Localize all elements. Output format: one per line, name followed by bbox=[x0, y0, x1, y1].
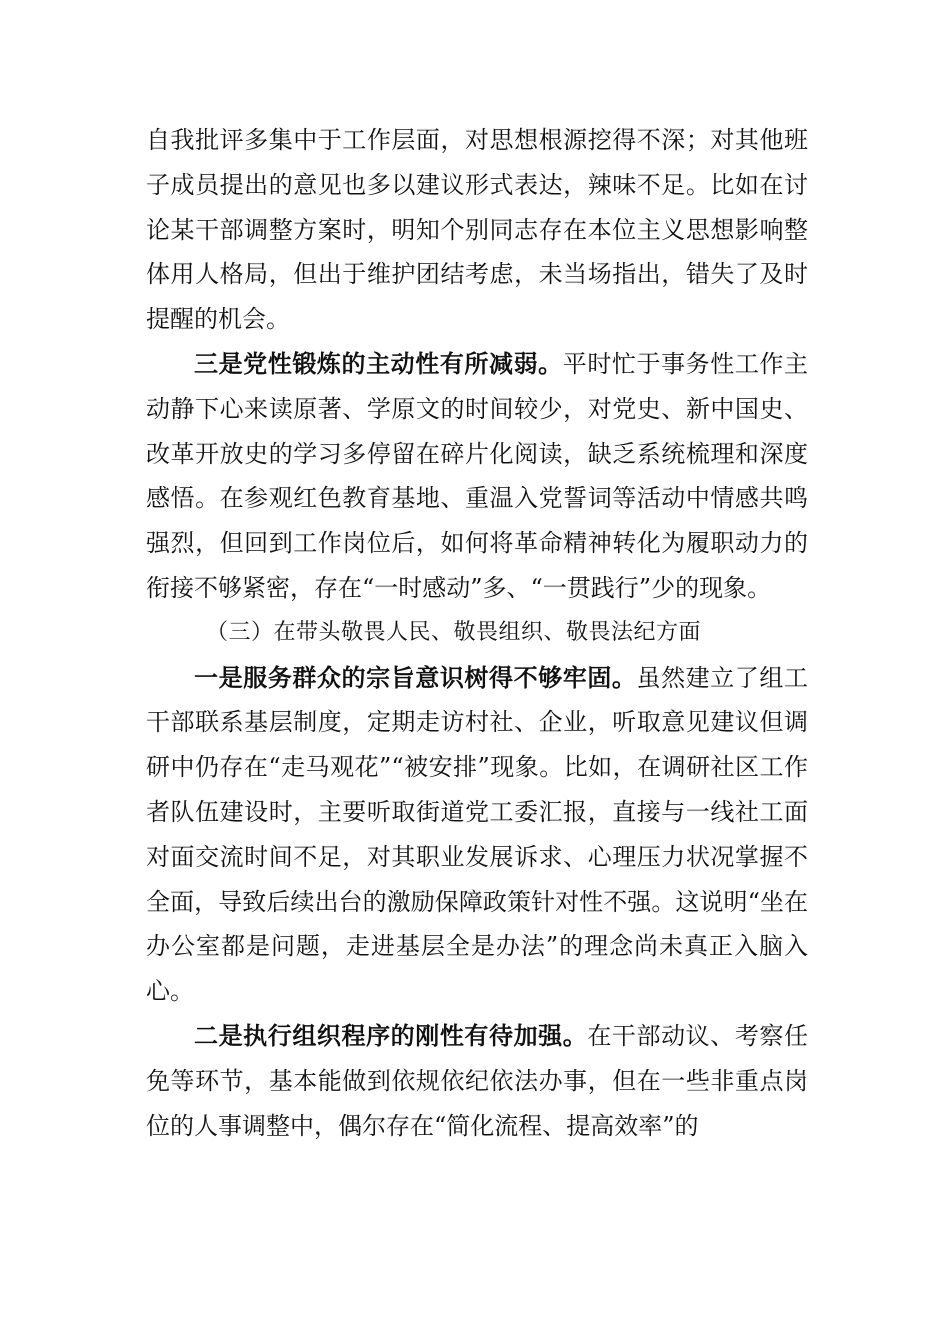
paragraph-text: 在干部动议、考察任免等环节，基本能做到依规依纪依法办事，但在一些非重点岗位的人事调整中，偶尔存在“简化流程、提高效率”的 bbox=[146, 1021, 809, 1140]
paragraph-text: 平时忙于事务性工作主动静下心来读原著、学原文的时间较少，对党史、新中国史、改革开放史的学习多停留在碎片化阅读，缺乏系统梳理和深度感悟。在参观红色教育基地、重温入党誓词等活动中情感共鸣强烈，但回到工作岗位后，如何将革命精神转化为履职动力的衔接不够紧密，存在“一时感动”多、“一贯践行”少的现象。 bbox=[146, 349, 808, 602]
paragraph-lead: 三是党性锻炼的主动性有所减弱。 bbox=[194, 348, 563, 378]
paragraph-lead: 一是服务群众的宗旨意识树得不够牢固。 bbox=[194, 662, 637, 692]
paragraph-text: 虽然建立了组工干部联系基层制度，定期走访村社、企业，听取意见建议但调研中仍存在“走马观花”“被安排”现象。比如，在调研社区工作者队伍建设时，主要听取街道党工委汇报，直接与一线社工面对面交流时间不足，对其职业发展诉求、心理压力状况掌握不全面，导致后续出台的激励保障政策针对性不强。这说明“坐在办公室都是问题，走进基层全是办法”的理念尚未真正入脑入心。 bbox=[146, 663, 808, 1006]
paragraph-text: 自我批评多集中于工作层面，对思想根源挖得不深；对其他班子成员提出的意见也多以建议形式表达，辣味不足。比如在讨论某干部调整方案时，明知个别同志存在本位主义思想影响整体用人格局，但出于维护团结考虑，未当场指出，错失了及时提醒的机会。 bbox=[146, 126, 808, 334]
paragraph-lead: 二是执行组织程序的刚性有待加强。 bbox=[194, 1020, 588, 1050]
document-body bbox=[146, 118, 808, 1148]
section-heading: （三）在带头敬畏人民、敬畏组织、敬畏法纪方面 bbox=[206, 619, 702, 645]
paragraph-serve-masses bbox=[146, 656, 808, 1014]
paragraph-party-spirit bbox=[146, 342, 808, 611]
paragraph-org-procedure bbox=[146, 1014, 808, 1148]
paragraph-continuation bbox=[146, 118, 808, 342]
